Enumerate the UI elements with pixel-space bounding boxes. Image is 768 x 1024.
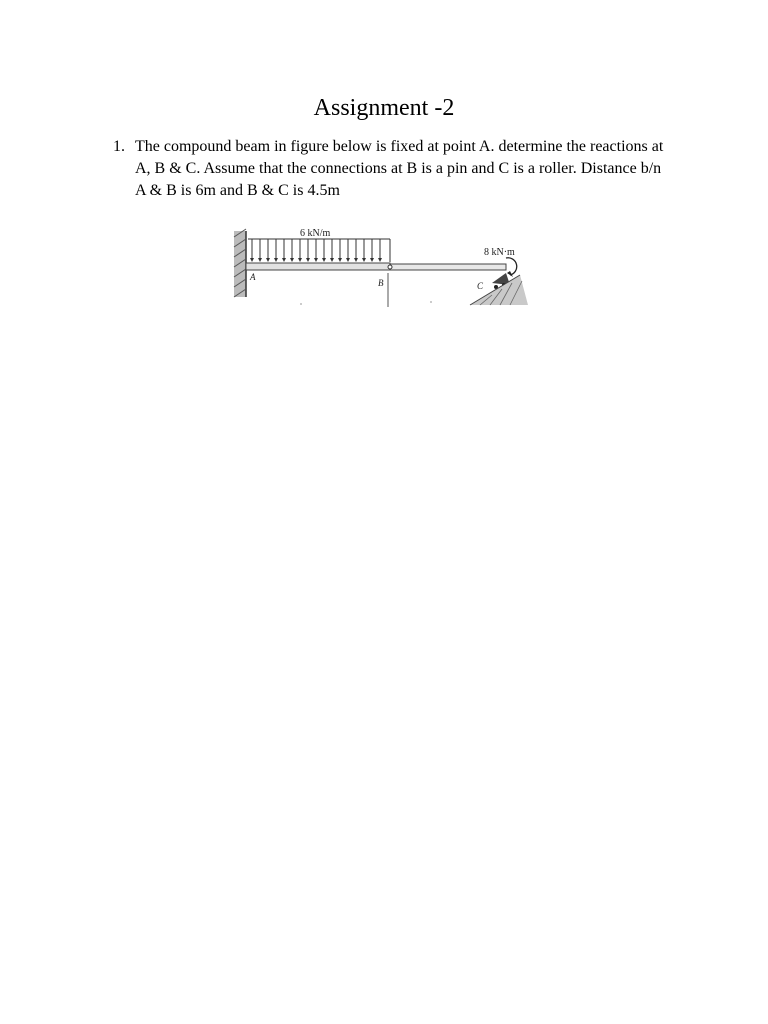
beam: [246, 263, 506, 270]
question-item: [113, 136, 673, 202]
moment-label: 8 kN·m: [484, 247, 515, 258]
beam-diagram: [230, 225, 536, 307]
point-c-label: C: [477, 281, 484, 291]
page-title: Assignment -2: [313, 95, 455, 121]
distributed-load: [248, 239, 390, 262]
fixed-support-a: [234, 229, 246, 297]
pin-b: [388, 265, 392, 307]
point-b-label: B: [378, 278, 384, 288]
question-number: 1.: [113, 138, 125, 155]
moment-arrow-icon: [506, 258, 517, 277]
point-a-label: A: [250, 272, 256, 282]
beam-figure: [230, 225, 536, 307]
question-text: The compound beam in figure below is fixed at point A. determine the reactions at A, B & C. Assume that the connections at B is a pin and C is a roller. Distance b/n A & B is 6m and B & C is 4.5m: [135, 138, 664, 199]
distributed-load-label: 6 kN/m: [300, 228, 331, 239]
